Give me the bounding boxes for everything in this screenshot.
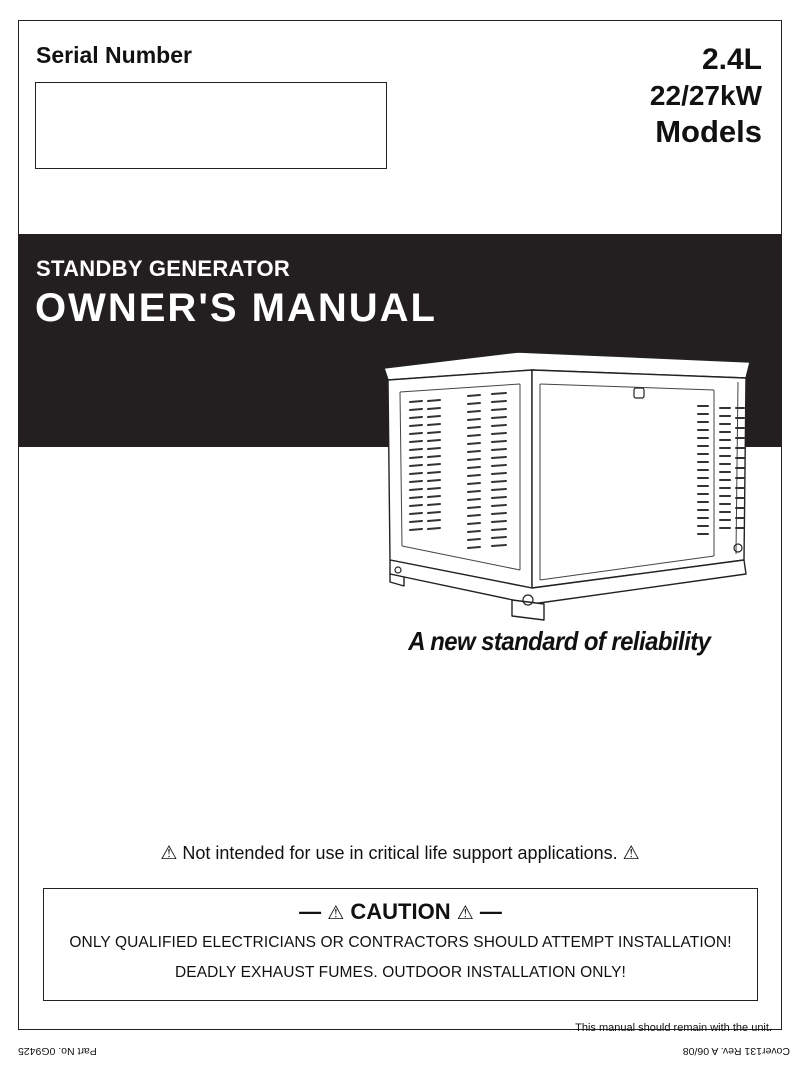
dash-left: —: [299, 899, 322, 924]
caution-box: [43, 888, 758, 1001]
dash-right: —: [479, 899, 502, 924]
caution-line-installation: ONLY QUALIFIED ELECTRICIANS OR CONTRACTORS SHOULD ATTEMPT INSTALLATION!: [69, 934, 732, 951]
warning-triangle-icon: ⚠: [456, 903, 474, 924]
models-label: Models: [655, 113, 762, 149]
power-rating: 22/27kW: [649, 79, 762, 111]
serial-number-box: [35, 82, 387, 169]
life-support-notice: [0, 842, 800, 865]
upside-down-footer: [0, 1040, 808, 1060]
band-subtitle: STANDBY GENERATOR: [36, 256, 291, 281]
generator-enclosure-illustration: [380, 348, 760, 624]
caution-heading: [44, 899, 757, 925]
notice-text: Not intended for use in critical life support applications.: [182, 843, 618, 863]
caution-line-exhaust: DEADLY EXHAUST FUMES. OUTDOOR INSTALLATION ONLY!: [175, 964, 626, 981]
serial-number-label: Serial Number: [36, 42, 192, 68]
tagline: A new standard of reliability: [407, 626, 710, 656]
warning-triangle-icon: ⚠: [327, 903, 345, 924]
part-number: Part No. 0G9425: [18, 1045, 97, 1057]
footer-note: This manual should remain with the unit.: [575, 1022, 772, 1034]
caution-title: CAUTION: [350, 899, 451, 924]
warning-triangle-icon: ⚠: [622, 843, 640, 864]
model-info: [650, 42, 762, 151]
warning-triangle-icon: ⚠: [160, 843, 178, 864]
revision-code: Cover131 Rev. A 06/08: [682, 1045, 790, 1057]
manual-title: OWNER'S MANUAL: [35, 286, 437, 330]
engine-size: 2.4L: [701, 43, 762, 76]
